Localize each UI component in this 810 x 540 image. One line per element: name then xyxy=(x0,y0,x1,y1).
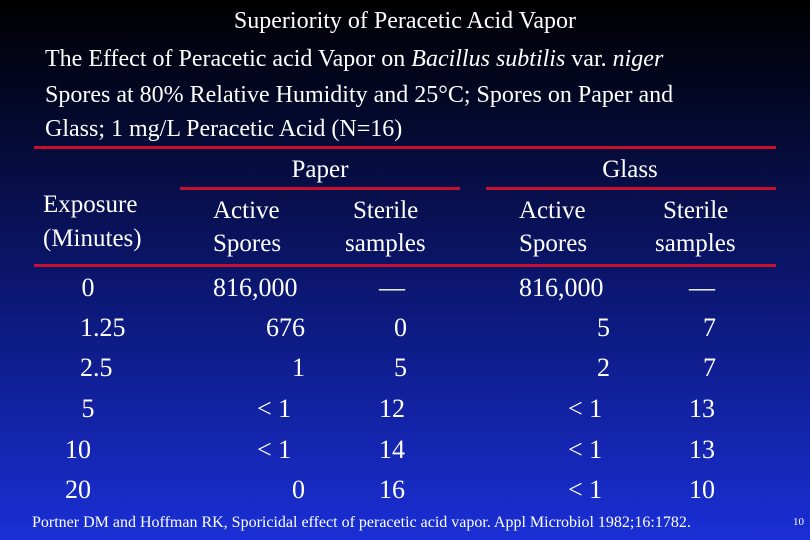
subtitle-line-3: Glass; 1 mg/L Peracetic Acid (N=16) xyxy=(45,116,403,142)
cell-exposure: 10 xyxy=(65,435,91,464)
cell-glass-active: 2 xyxy=(597,353,610,382)
cell-glass-active: < 1 xyxy=(568,435,603,464)
slide-title: Superiority of Peracetic Acid Vapor xyxy=(233,8,577,34)
col-exposure-header-1: Exposure xyxy=(43,191,138,218)
cell-paper-active: < 1 xyxy=(257,394,292,423)
cell-paper-sterile: 16 xyxy=(379,475,405,504)
group-glass-header: Glass xyxy=(602,156,658,183)
col-glass-active-header-1: Active xyxy=(519,197,586,224)
cell-paper-sterile: 5 xyxy=(394,353,407,382)
cell-paper-sterile: 14 xyxy=(379,435,405,464)
subtitle-line-1-text: The Effect of Peracetic acid Vapor on xyxy=(45,46,412,72)
header-rule xyxy=(34,264,776,267)
cell-glass-active: 816,000 xyxy=(519,273,604,302)
cell-exposure: 0 xyxy=(81,273,95,302)
col-paper-active-header-2: Spores xyxy=(213,230,282,257)
col-glass-sterile-header-2: samples xyxy=(655,230,736,257)
cell-glass-sterile: 13 xyxy=(689,435,715,464)
subtitle-line-1 xyxy=(45,46,663,73)
cell-paper-active: 1 xyxy=(292,353,305,382)
var-text: var. xyxy=(565,46,613,72)
cell-exposure: 1.25 xyxy=(80,313,126,342)
cell-paper-sterile: — xyxy=(379,273,405,302)
cell-exposure: 2.5 xyxy=(80,353,113,382)
cell-glass-sterile: 7 xyxy=(703,313,716,342)
col-paper-sterile-header-1: Sterile xyxy=(353,197,419,224)
cell-glass-sterile: 10 xyxy=(689,475,715,504)
group-paper-header: Paper xyxy=(291,156,349,183)
cell-glass-active: 5 xyxy=(597,313,610,342)
cell-exposure: 20 xyxy=(65,475,91,504)
variety-name: niger xyxy=(612,46,664,72)
top-rule xyxy=(34,146,776,149)
paper-group-rule xyxy=(180,187,460,190)
cell-exposure: 5 xyxy=(81,394,95,423)
cell-paper-active: 816,000 xyxy=(213,273,298,302)
col-glass-active-header-2: Spores xyxy=(519,230,588,257)
col-paper-sterile-header-2: samples xyxy=(345,230,426,257)
cell-paper-sterile: 12 xyxy=(379,394,405,423)
species-name: Bacillus subtilis xyxy=(411,46,566,72)
cell-paper-sterile: 0 xyxy=(394,313,407,342)
col-glass-sterile-header-1: Sterile xyxy=(663,197,729,224)
cell-glass-sterile: — xyxy=(689,273,715,302)
col-paper-active-header-1: Active xyxy=(213,197,280,224)
citation-footer: Portner DM and Hoffman RK, Sporicidal effect of peracetic acid vapor. Appl Microbiol 1982;16:1782. xyxy=(32,514,691,531)
cell-glass-active: < 1 xyxy=(568,394,603,423)
cell-paper-active: 676 xyxy=(266,313,305,342)
cell-glass-sterile: 7 xyxy=(703,353,716,382)
cell-paper-active: < 1 xyxy=(257,435,292,464)
cell-glass-sterile: 13 xyxy=(689,394,715,423)
cell-paper-active: 0 xyxy=(292,475,305,504)
page-number: 10 xyxy=(793,516,804,528)
subtitle-line-2: Spores at 80% Relative Humidity and 25°C; Spores on Paper and xyxy=(45,82,674,108)
col-exposure-header-2: (Minutes) xyxy=(43,225,142,252)
cell-glass-active: < 1 xyxy=(568,475,603,504)
glass-group-rule xyxy=(486,187,776,190)
